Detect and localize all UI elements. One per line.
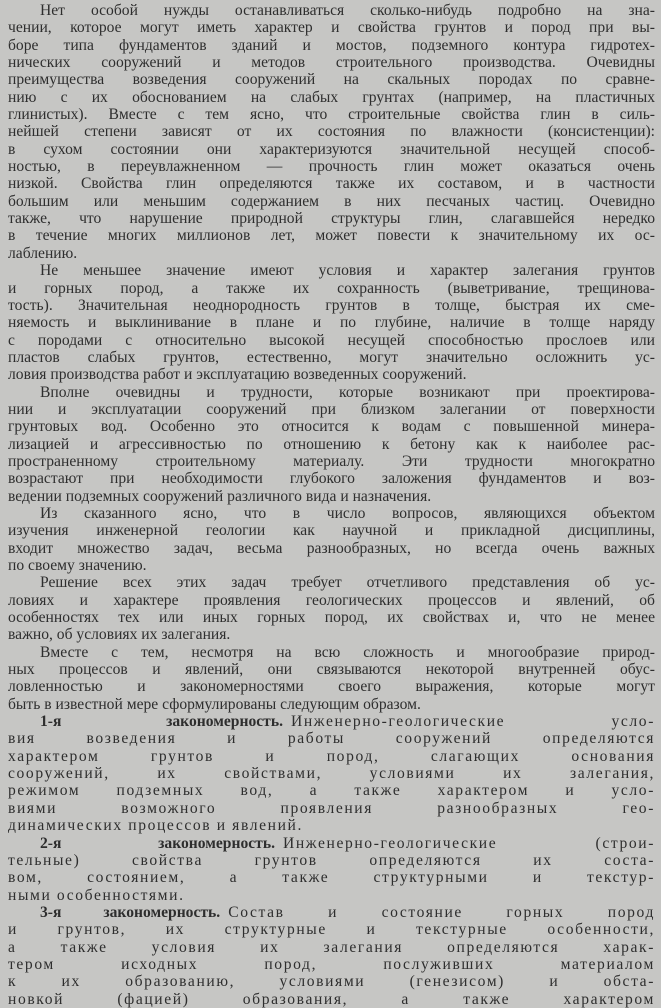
text-line: Вместе с тем, несмотря на всю сложность и многообразие природ- xyxy=(40,643,655,661)
text-line: преимущества возведения сооружений на скальных породах по сравне- xyxy=(8,71,655,89)
text-line: изучения инженерной геологии как научной и прикладной дисциплины, xyxy=(8,522,655,540)
text-line: в сухом состоянии они характеризуются значительной несущей способ- xyxy=(8,140,655,158)
text-line: входит множество задач, весьма разнообразных, но всегда очень важных xyxy=(8,539,655,557)
law-label: 2-я закономерность. xyxy=(40,834,275,852)
text-line: к их образованию, условиями (генезисом) и обста- xyxy=(8,973,655,991)
document-page xyxy=(8,2,655,1008)
text-line: вом, состоянием, а также структурными и текстур- xyxy=(8,869,655,887)
text-line: нейшей степени зависят от их состояния по влажности (консистенции): xyxy=(8,123,655,141)
paragraph xyxy=(8,644,655,713)
text-line: ностью, в переувлажненном — прочность глин может оказаться очень xyxy=(8,158,655,176)
text-line: большим или меньшим содержанием в них песчаных частиц. Очевидно xyxy=(8,192,655,210)
law-label: 3-я закономерность. xyxy=(40,903,221,921)
text-line: ведении подземных сооружений различного вида и назначения. xyxy=(8,487,432,505)
paragraph xyxy=(8,262,655,383)
text-line: ловиях и характере проявления геологических процессов и явлений, об xyxy=(8,591,655,609)
text-line: вия возведения и работы сооружений определяются xyxy=(8,730,655,748)
text-line: тером исходных пород, послуживших материалом xyxy=(8,955,655,973)
law-paragraph xyxy=(8,835,655,904)
text-line: лаблению. xyxy=(8,244,78,262)
text-line: и горных пород, а также их сохранность (выветривание, трещинова- xyxy=(8,279,655,297)
text-line: характером грунтов и пород, слагающих основания xyxy=(8,747,655,765)
text-line: виями возможного проявления разнообразных гео- xyxy=(8,799,655,817)
paragraph xyxy=(8,384,655,505)
text-line: пластов слабых грунтов, естественно, могут значительно осложнить ус- xyxy=(8,348,655,366)
text-line: ловленностью и закономерностями своего выражения, которые могут xyxy=(8,678,655,696)
text-line: низкой. Свойства глин определяются также их составом, и в частности xyxy=(8,175,655,193)
text-line: грунтовых вод. Особенно это относится к водам с повышенной минера- xyxy=(8,418,655,436)
text-line: новкой (фацией) образования, а также характером xyxy=(8,990,655,1008)
text-line: Не меньшее значение имеют условия и характер залегания грунтов xyxy=(40,262,655,280)
text-line: глинистых). Вместе с тем ясно, что строительные свойства глин в силь- xyxy=(8,106,655,124)
text-line: няемость и выклинивание в плане и по глубине, наличие в толще наряду xyxy=(8,314,655,332)
paragraph xyxy=(8,505,655,574)
law-text: Состав и состояние горных пород xyxy=(228,903,655,921)
text-line: возрастают при необходимости глубокого заложения фундаментов и воз- xyxy=(8,470,655,488)
text-line: Решение всех этих задач требует отчетливого представления об ус- xyxy=(40,574,655,592)
text-line: режимом подземных вод, а также характером и усло- xyxy=(8,782,655,800)
text-line: динамических процессов и явлений. xyxy=(8,817,303,835)
law-text: Инженерно-геологические (строи- xyxy=(283,834,655,852)
text-line: Из сказанного ясно, что в число вопросов, являющихся объектом xyxy=(40,504,655,522)
law-label: 1-я закономерность. xyxy=(40,713,283,731)
text-line: нических сооружений и методов строительного производства. Очевидны xyxy=(8,54,655,72)
text-line: также, что нарушение природной структуры глин, слагавшейся нередко xyxy=(8,210,655,228)
text-line: ловия производства работ и эксплуатацию возведенных сооружений. xyxy=(8,366,467,384)
text-line: а также условия их залегания определяются харак- xyxy=(8,938,655,956)
text-line: по своему значению. xyxy=(8,557,147,574)
text-line: быть в известной мере сформулированы следующим образом. xyxy=(8,695,421,713)
paragraph xyxy=(8,574,655,643)
paragraph xyxy=(8,2,655,262)
law-paragraph xyxy=(8,713,655,834)
text-line: особенностях тех или иных горных пород, их свойствах и, что не менее xyxy=(8,609,655,627)
text-line: в течение многих миллионов лет, может повести к значительному их ос- xyxy=(8,227,655,245)
text-line: боре типа фундаментов зданий и мостов, подземного контура гидротех- xyxy=(8,36,655,54)
text-line: Вполне очевидны и трудности, которые возникают при проектирова- xyxy=(40,383,655,401)
text-line: ными особенностями. xyxy=(8,886,185,904)
text-line xyxy=(8,835,655,852)
text-line xyxy=(8,713,655,730)
text-line: сооружений, их свойствами, условиями их залегания, xyxy=(8,765,655,783)
text-line: нию с их обоснованием на слабых грунтах (например, на пластичных xyxy=(8,88,655,106)
text-line: лизацией и агрессивностью по отношению к бетону как к наиболее рас- xyxy=(8,435,655,453)
text-line: чении, которое могут иметь характер и свойства грунтов и пород при вы- xyxy=(8,19,655,37)
text-line: с породами с относительно высокой несущей способностью прослоев или xyxy=(8,331,655,349)
text-line: ных процессов и явлений, они связываются некоторой внутренней обус- xyxy=(8,661,655,679)
text-line: пространенному строительному материалу. Эти трудности многократно xyxy=(8,452,655,470)
text-line: тельные) свойства грунтов определяются их соста- xyxy=(8,851,655,869)
law-text: Инженерно-геологические усло- xyxy=(290,713,655,731)
text-line: нии и эксплуатации сооружений при близком залегании от поверхности xyxy=(8,400,655,418)
text-line: Нет особой нужды останавливаться сколько-нибудь подробно на зна- xyxy=(40,2,655,19)
text-line: важно, об условиях их залегания. xyxy=(8,626,231,644)
text-line: тость). Значительная неоднородность грунтов в толще, быстрая их сме- xyxy=(8,296,655,314)
law-paragraph xyxy=(8,904,655,1008)
text-line xyxy=(8,904,655,921)
text-line: и грунтов, их структурные и текстурные особенности, xyxy=(8,921,655,939)
